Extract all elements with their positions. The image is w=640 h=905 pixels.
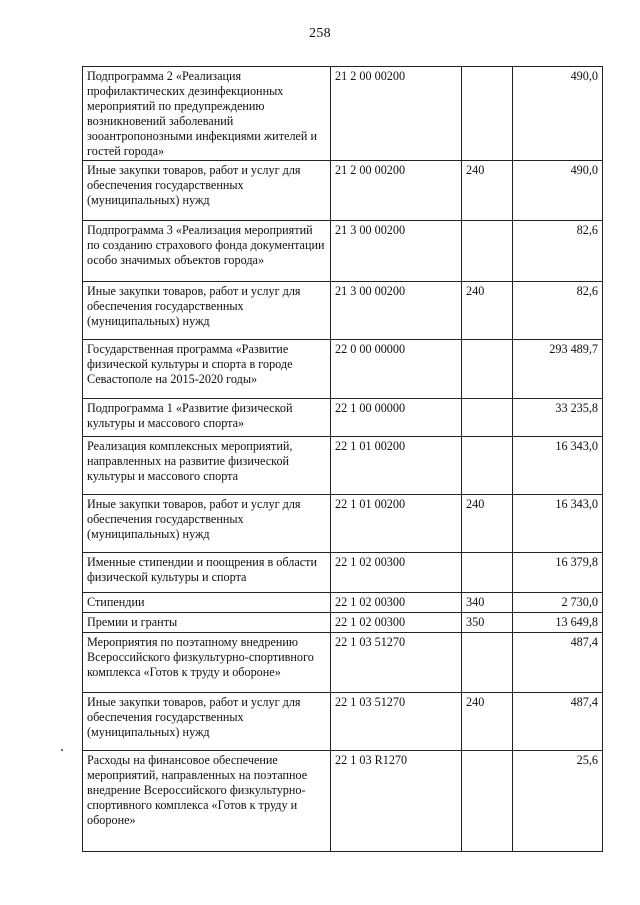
table-row [83,553,603,593]
row-code: 22 1 03 51270 [331,693,462,751]
row-expense-type: 340 [462,593,513,613]
row-name: Иные закупки товаров, работ и услуг для обеспечения государственных (муниципальных) нужд [83,495,331,553]
row-expense-type: 240 [462,495,513,553]
row-code: 22 1 01 00200 [331,495,462,553]
table-row [83,282,603,340]
row-sum: 490,0 [513,67,603,161]
page-number: 258 [309,26,331,41]
table-row [83,693,603,751]
row-code: 22 1 01 00200 [331,437,462,495]
row-name: Подпрограмма 2 «Реализация профилактических дезинфекционных мероприятий по предупреждению возникновений заболеваний зооантропонозными инфекциями жителей и гостей города» [83,67,331,161]
table-row [83,221,603,282]
row-expense-type [462,751,513,852]
table-row [83,593,603,613]
row-expense-type: 350 [462,613,513,633]
row-name: Иные закупки товаров, работ и услуг для обеспечения государственных (муниципальных) нужд [83,161,331,221]
row-expense-type: 240 [462,161,513,221]
row-name: Именные стипендии и поощрения в области физической культуры и спорта [83,553,331,593]
row-name: Реализация комплексных мероприятий, направленных на развитие физической культуры и массового спорта [83,437,331,495]
row-name: Подпрограмма 1 «Развитие физической культуры и массового спорта» [83,399,331,437]
table-row [83,67,603,161]
table-row [83,399,603,437]
row-sum: 487,4 [513,633,603,693]
row-expense-type [462,221,513,282]
row-expense-type: 240 [462,282,513,340]
budget-table [82,66,603,852]
row-sum: 490,0 [513,161,603,221]
row-code: 22 0 00 00000 [331,340,462,399]
table-row [83,437,603,495]
row-expense-type [462,437,513,495]
row-sum: 13 649,8 [513,613,603,633]
row-code: 21 2 00 00200 [331,161,462,221]
row-code: 22 1 00 00000 [331,399,462,437]
row-name: Стипендии [83,593,331,613]
row-sum: 2 730,0 [513,593,603,613]
table-row [83,161,603,221]
row-sum: 82,6 [513,282,603,340]
row-name: Иные закупки товаров, работ и услуг для обеспечения государственных (муниципальных) нужд [83,693,331,751]
row-name: Подпрограмма 3 «Реализация мероприятий по созданию страхового фонда документации особо значимых объектов города» [83,221,331,282]
table-row [83,613,603,633]
row-sum: 16 343,0 [513,437,603,495]
table-row [83,340,603,399]
row-sum: 293 489,7 [513,340,603,399]
row-expense-type [462,340,513,399]
row-name: Расходы на финансовое обеспечение мероприятий, направленных на поэтапное внедрение Всероссийского физкультурно-спортивного комплекса «Готов к труду и обороне» [83,751,331,852]
row-expense-type [462,633,513,693]
row-code: 22 1 02 00300 [331,553,462,593]
row-code: 22 1 03 R1270 [331,751,462,852]
row-expense-type [462,399,513,437]
row-code: 21 3 00 00200 [331,221,462,282]
row-expense-type [462,67,513,161]
row-sum: 82,6 [513,221,603,282]
row-sum: 16 379,8 [513,553,603,593]
row-code: 21 3 00 00200 [331,282,462,340]
table-row [83,495,603,553]
row-code: 22 1 03 51270 [331,633,462,693]
row-expense-type [462,553,513,593]
row-name: Иные закупки товаров, работ и услуг для обеспечения государственных (муниципальных) нужд [83,282,331,340]
row-sum: 487,4 [513,693,603,751]
scan-speck [61,749,63,751]
table-row [83,751,603,852]
row-name: Премии и гранты [83,613,331,633]
row-code: 22 1 02 00300 [331,613,462,633]
row-code: 21 2 00 00200 [331,67,462,161]
row-sum: 33 235,8 [513,399,603,437]
row-sum: 16 343,0 [513,495,603,553]
row-code: 22 1 02 00300 [331,593,462,613]
row-name: Мероприятия по поэтапному внедрению Всероссийского физкультурно-спортивного комплекса «Готов к труду и обороне» [83,633,331,693]
row-expense-type: 240 [462,693,513,751]
table-row [83,633,603,693]
row-sum: 25,6 [513,751,603,852]
row-name: Государственная программа «Развитие физической культуры и спорта в городе Севастополе на 2015-2020 годы» [83,340,331,399]
